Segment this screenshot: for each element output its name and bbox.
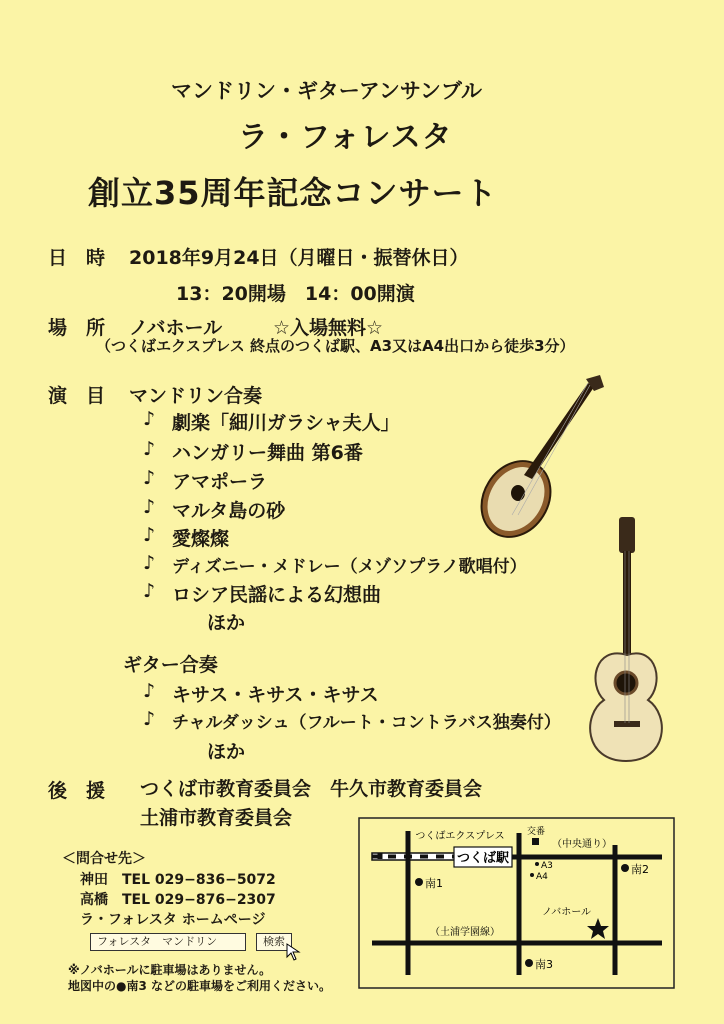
note-icon: ♪ <box>143 552 156 574</box>
note-icon: ♪ <box>143 524 156 546</box>
list-item: アマポーラ <box>172 471 268 493</box>
list-item: 劇楽「細川ガラシャ夫人」 <box>172 412 400 434</box>
map-parking-s1: 南1 <box>425 877 443 890</box>
map-railway-label: つくばエクスプレス <box>415 831 505 842</box>
mandolin-etc: ほか <box>207 612 246 634</box>
note-icon: ♪ <box>143 408 156 430</box>
list-item: ハンガリー舞曲 第6番 <box>172 442 363 464</box>
map-exit-a3: A3 <box>541 861 553 871</box>
guitar-etc: ほか <box>207 741 246 763</box>
access-map <box>358 817 675 989</box>
list-item: ディズニー・メドレー（メゾソプラノ歌唱付） <box>172 557 527 577</box>
support-line2: 土浦市教育委員会 <box>140 807 293 829</box>
search-button[interactable]: 検索 <box>256 933 292 951</box>
event-date: 2018年9月24日（月曜日・振替休日） <box>129 247 469 269</box>
map-parking-s2: 南2 <box>631 863 649 876</box>
venue-access: （つくばエクスプレス 終点のつくば駅、A3又はA4出口から徒歩3分） <box>96 337 575 355</box>
note-icon: ♪ <box>143 438 156 460</box>
subtitle: マンドリン・ギターアンサンブル <box>171 79 483 103</box>
guitar-icon <box>574 515 674 765</box>
list-item: キサス・キサス・キサス <box>172 684 379 706</box>
support-label: 後 援 <box>48 780 106 802</box>
support-line1: つくば市教育委員会 牛久市教育委員会 <box>140 778 483 800</box>
map-station-label: つくば駅 <box>456 851 510 866</box>
list-item: 愛燦燦 <box>172 528 230 550</box>
note-icon: ♪ <box>143 467 156 489</box>
mandolin-heading: マンドリン合奏 <box>129 385 263 407</box>
admission-free: ☆入場無料☆ <box>273 317 384 339</box>
parking-s3-icon <box>525 959 533 967</box>
note-icon: ♪ <box>143 496 156 518</box>
koban-icon <box>532 838 539 845</box>
guitar-heading: ギター合奏 <box>123 654 218 676</box>
contact-tel1: 神田 TEL 029−836−5072 <box>80 872 276 888</box>
map-tsuchiura-gakuen-label: （土浦学園線） <box>430 927 500 938</box>
contact-tel2: 高橋 TEL 029−876−2307 <box>80 892 276 908</box>
datetime-label: 日 時 <box>48 247 106 269</box>
event-title: 創立35周年記念コンサート <box>88 174 498 212</box>
map-exit-a4: A4 <box>536 872 548 882</box>
contact-heading: ＜問合せ先＞ <box>62 851 146 867</box>
contact-homepage: ラ・フォレスタ ホームページ <box>80 912 266 928</box>
search-input[interactable]: フォレスタ マンドリン <box>90 933 246 951</box>
map-venue-label: ノバホール <box>542 907 591 918</box>
venue-label: 場 所 <box>48 317 106 339</box>
venue-name: ノバホール <box>129 317 223 339</box>
parking-note2: 地図中の●南3 などの駐車場をご利用ください。 <box>68 979 331 993</box>
map-chuo-dori-label: （中央通り） <box>552 839 612 850</box>
note-icon: ♪ <box>143 680 156 702</box>
group-name: ラ・フォレスタ <box>238 120 453 155</box>
note-icon: ♪ <box>143 580 156 602</box>
list-item: チャルダッシュ（フルート・コントラバス独奏付） <box>172 713 561 733</box>
parking-s1-icon <box>415 878 423 886</box>
note-icon: ♪ <box>143 708 156 730</box>
parking-note1: ※ノバホールに駐車場はありません。 <box>68 963 272 977</box>
map-parking-s3: 南3 <box>535 958 553 971</box>
program-label: 演 目 <box>48 385 106 407</box>
parking-s2-icon <box>621 864 629 872</box>
list-item: マルタ島の砂 <box>172 500 286 522</box>
event-times: 13：20開場 14：00開演 <box>176 283 415 305</box>
cursor-icon <box>285 942 303 962</box>
list-item: ロシア民謡による幻想曲 <box>172 584 382 606</box>
map-koban-label: 交番 <box>526 827 546 837</box>
